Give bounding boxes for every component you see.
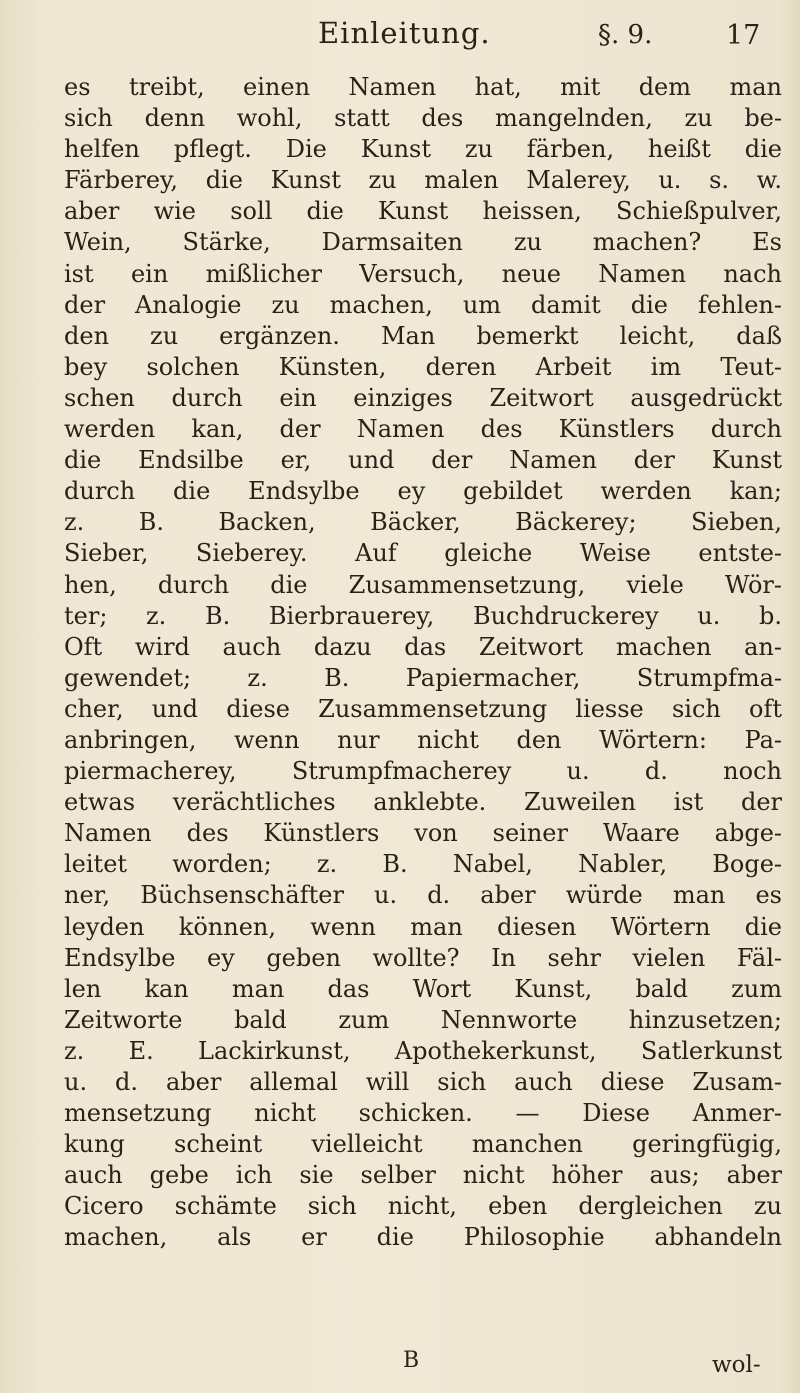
text-line: Sieber, Sieberey. Auf gleiche Weise entste-: [64, 539, 782, 568]
body-text: [64, 72, 782, 1254]
text-line: leitet worden; z. B. Nabel, Nabler, Boge-: [64, 850, 782, 879]
text-line: durch die Endsylbe ey gebildet werden kan;: [64, 477, 782, 506]
text-line: z. B. Backen, Bäcker, Bäckerey; Sieben,: [64, 508, 782, 537]
text-line: die Endsilbe er, und der Namen der Kunst: [64, 446, 782, 475]
text-line: Zeitworte bald zum Nennworte hinzusetzen;: [64, 1005, 782, 1034]
page-header: [0, 8, 800, 68]
text-line: auch gebe ich sie selber nicht höher aus; aber: [64, 1161, 782, 1190]
running-head: Einleitung.: [318, 16, 491, 50]
text-line: der Analogie zu machen, um damit die fehlen-: [64, 290, 782, 319]
text-line: sich denn wohl, statt des mangelnden, zu be-: [64, 104, 782, 133]
text-line: kung scheint vielleicht manchen geringfügig,: [64, 1130, 782, 1159]
text-line: schen durch ein einziges Zeitwort ausgedrückt: [64, 383, 782, 412]
text-line: z. E. Lackirkunst, Apothekerkunst, Satlerkunst: [64, 1036, 782, 1065]
text-line: u. d. aber allemal will sich auch diese Zusam-: [64, 1068, 782, 1096]
text-line: ner, Büchsenschäfter u. d. aber würde man es: [64, 881, 782, 910]
text-line: len kan man das Wort Kunst, bald zum: [64, 974, 782, 1003]
text-line: es treibt, einen Namen hat, mit dem man: [64, 73, 782, 101]
text-line: piermacherey, Strumpfmacherey u. d. noch: [64, 757, 782, 786]
text-line: ist ein mißlicher Versuch, neue Namen nach: [64, 259, 782, 288]
text-line: etwas verächtliches anklebte. Zuweilen ist der: [64, 788, 782, 817]
page-footer: [0, 1348, 800, 1388]
text-line: Cicero schämte sich nicht, eben dergleichen zu: [64, 1192, 782, 1221]
section-number: §. 9.: [598, 20, 653, 50]
text-line: mensetzung nicht schicken. — Diese Anmer-: [64, 1099, 782, 1128]
text-line: machen, als er die Philosophie abhandeln: [64, 1223, 782, 1252]
signature-mark: B: [403, 1348, 420, 1373]
text-line: Namen des Künstlers von seiner Waare abge-: [64, 819, 782, 848]
text-line: Wein, Stärke, Darmsaiten zu machen? Es: [64, 228, 782, 257]
text-line: leyden können, wenn man diesen Wörtern die: [64, 912, 782, 941]
text-line: Oft wird auch dazu das Zeitwort machen an-: [64, 632, 782, 661]
text-line: den zu ergänzen. Man bemerkt leicht, daß: [64, 321, 782, 350]
text-line: ter; z. B. Bierbrauerey, Buchdruckerey u. b.: [64, 601, 782, 630]
text-line: gewendet; z. B. Papiermacher, Strumpfma-: [64, 663, 782, 692]
text-line: helfen pflegt. Die Kunst zu färben, heißt die: [64, 135, 782, 164]
text-line: hen, durch die Zusammensetzung, viele Wör-: [64, 570, 782, 599]
text-line: bey solchen Künsten, deren Arbeit im Teut-: [64, 352, 782, 381]
text-line: werden kan, der Namen des Künstlers durch: [64, 415, 782, 444]
page-number: 17: [726, 20, 761, 51]
text-line: cher, und diese Zusammensetzung liesse sich oft: [64, 694, 782, 723]
text-line: Endsylbe ey geben wollte? In sehr vielen Fäl-: [64, 943, 782, 972]
text-line: Färberey, die Kunst zu malen Malerey, u. s. w.: [64, 166, 782, 195]
catchword: wol-: [712, 1352, 761, 1378]
text-line: aber wie soll die Kunst heissen, Schießpulver,: [64, 197, 782, 226]
text-line: anbringen, wenn nur nicht den Wörtern: Pa-: [64, 725, 782, 754]
